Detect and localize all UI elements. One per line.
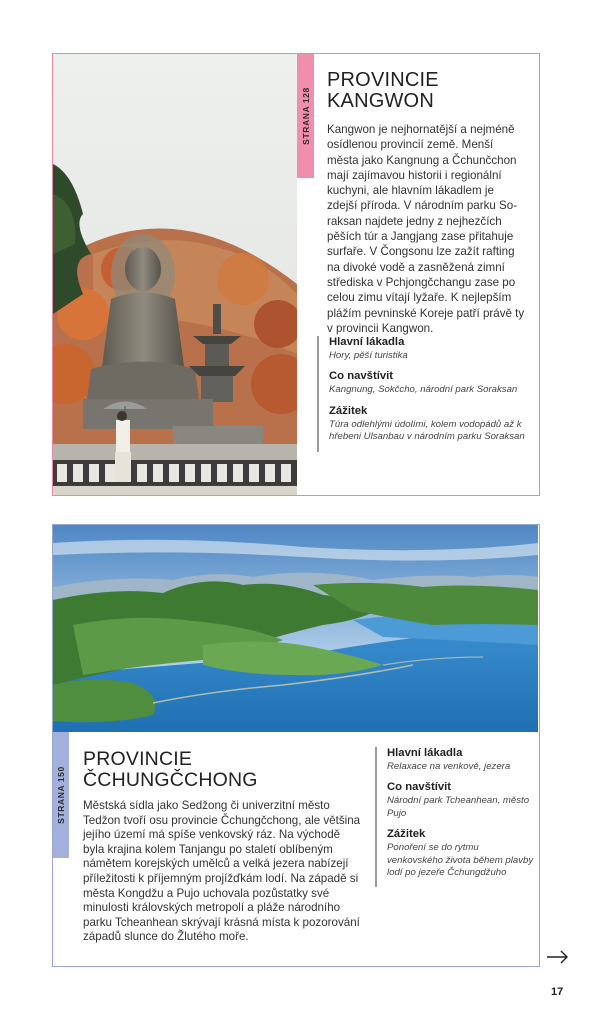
fact-value-experience: Túra odlehlými údolími, kolem vodopádů až k hřebeni Ulsanbau v národním parku Soraksan [329, 418, 525, 443]
chungcheong-facts [375, 747, 537, 887]
kangwon-text-block [327, 70, 527, 336]
page-number: 17 [551, 986, 564, 998]
kangwon-card [52, 53, 540, 496]
section-title [83, 749, 363, 791]
chungcheong-lake-photo [53, 525, 538, 732]
fact-value-visit: Národní park Tcheanhean, město Pujo [387, 795, 530, 819]
page-reference: STRANA 128 [300, 87, 311, 145]
fact-heading-experience: Zážitek [387, 828, 426, 841]
kangwon-buddha-photo [53, 54, 297, 495]
section-body: Kangwon je nejhornatější a nejméně osídlenou provincií země. Menší města jako Kangnung a Čchunčchon mají zajímavou historii i regionální kuchyni, ale hlavním lákadlem je zdejší příroda. V národním parku So-raksan najdete jedny z nejhezčích pěších túr a Jangjang zase přitahuje surfaře. V Čongsonu lze zažít rafting na divoké vodě a zasněžená zimní střediska v Pchjongčchangu zase po celou zimu vítají lyžaře. K nejlepším plážím pevninské Koreje patří právě ty v provincii Kangwon. [327, 123, 525, 335]
fact-heading-visit: Co navštívit [387, 781, 452, 794]
section-title [327, 70, 527, 112]
page-reference: STRANA 150 [56, 766, 66, 824]
fact-value-highlights: Hory, pěší turistika [329, 350, 408, 361]
page-reference-tab [53, 732, 69, 858]
fact-heading-visit: Co navštívit [329, 370, 394, 383]
kangwon-facts [317, 336, 539, 452]
title-line-2: ČCHUNGČCHONG [83, 769, 258, 791]
fact-heading-experience: Zážitek [329, 404, 368, 417]
fact-value-highlights: Relaxace na venkově, jezera [387, 761, 511, 772]
title-line-1: PROVINCIE [327, 69, 439, 91]
title-line-1: PROVINCIE [83, 748, 193, 770]
page-reference-tab [297, 54, 314, 178]
section-body: Městská sídla jako Sedžong či univerzitní město Tedžon tvoří osu provincie Čchungčchong, ale většina jejího území má spíše venkovský ráz. Na východě byla krajina kolem Tanjangu po staletí oblíbeným námětem korejských umělců a velká jezera nabízejí příležitosti k příjemným projížďkám lodí. Na západě si města Kongdžu a Pujo uchovala pozůstatky své minulosti královských metropolí a pláže národního parku Tcheanhean skrývají krásná místa k pozorování západů slunce do Žlutého moře. [83, 799, 361, 944]
fact-value-visit: Kangnung, Sokčcho, národní park Soraksan [329, 384, 518, 396]
chungcheong-text-block [83, 749, 363, 945]
chungcheong-card [52, 524, 540, 967]
arrow-right-icon[interactable] [546, 949, 570, 965]
fact-value-experience: Ponoření se do rytmu venkovského života během plavby lodí po jezeře Čchungdžuho [387, 842, 534, 879]
fact-heading-highlights: Hlavní lákadla [387, 747, 463, 759]
title-line-2: KANGWON [327, 90, 434, 112]
fact-heading-highlights: Hlavní lákadla [329, 336, 405, 348]
